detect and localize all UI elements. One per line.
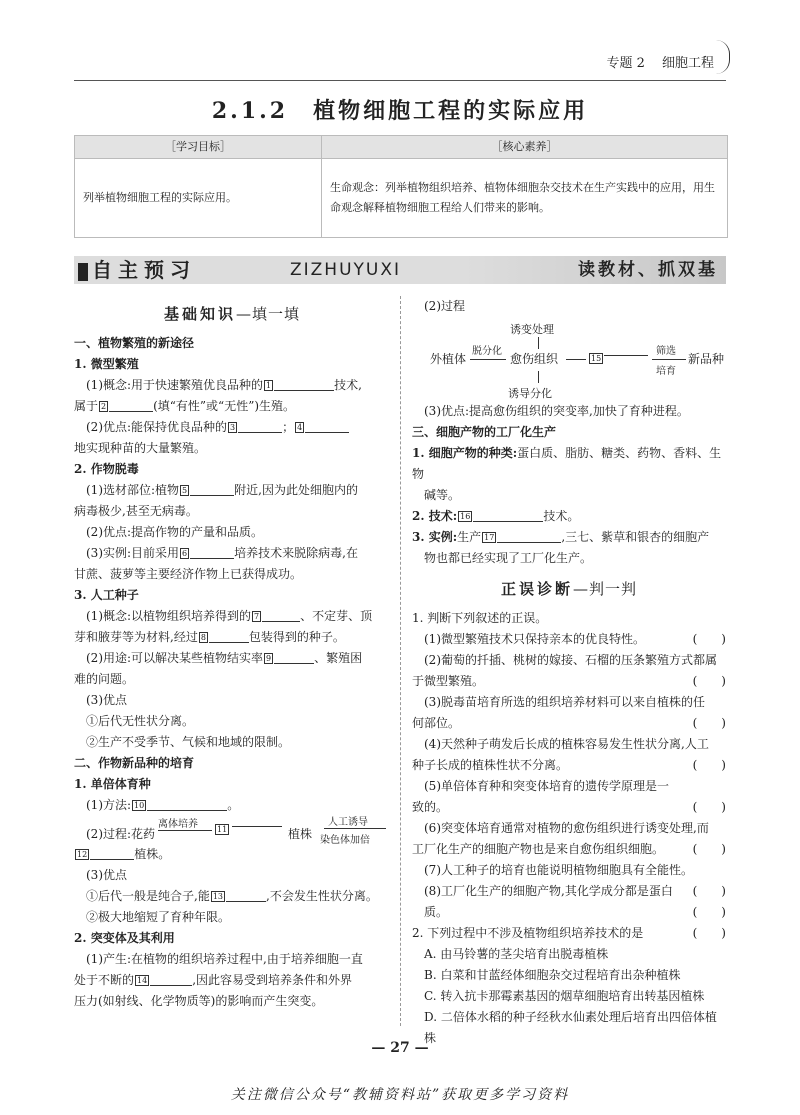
arrow-icon [566,359,586,360]
footer-note: 关注微信公众号“教辅资料站”获取更多学习资料 [230,1087,570,1103]
basic-knowledge-tail: —填一填 [236,305,301,323]
list-item: (1)概念:用于快速繁殖优良品种的 1 技术, [86,378,362,392]
answer-parens[interactable]: ( ) [692,905,726,919]
fill-blank[interactable] [147,810,227,811]
fill-blank[interactable] [274,390,334,391]
judgement-item: (5)单倍体育种和突变体培育的遗传学原理是一 [424,779,669,793]
judgement-item: 何部位。 ( ) [412,713,726,734]
list-item: 1. 细胞产物的种类:蛋白质、脂肪、糖类、药物、香料、生物 [412,446,722,481]
list-item: ②生产不受季节、气候和地域的限制。 [86,735,291,749]
list-item: (2)优点:提高作物的产量和品质。 [86,525,264,539]
judgement-item: (8)工厂化生产的细胞产物,其化学成分都是蛋白质。 ( ) [412,881,726,923]
objectives-literacy-text: 生命观念：列举植物组织培养、植物体细胞杂交技术在生产实践中的应用，用生命观念解释植物细胞工程给人们带来的影响。 [330,181,715,214]
basic-knowledge-title: 基础知识 [163,305,236,323]
judgement-heading [412,579,726,600]
list-item: (2)用途:可以解决某些植物结实率 9 、繁殖困 [86,651,363,665]
mutant-process-diagram [412,317,726,401]
list-item: 2. 技术: 16 技术。 [412,509,580,523]
list-item: 12 植株。 [77,847,171,861]
blank-number: 7 [254,612,260,621]
objectives-head-goals: ［学习目标］ [75,136,322,158]
blank-number: 17 [484,533,495,542]
subsection-heading: 2. 作物脱毒 [74,462,139,476]
list-item: 物也都已经实现了工厂化生产。 [424,551,593,565]
choice-option[interactable]: B. 白菜和甘蓝经体细胞杂交过程培育出杂种植株 [424,968,681,982]
fill-blank[interactable] [497,542,561,543]
blank-number: 15 [591,354,602,363]
subsection-heading: 1. 微型繁殖 [74,357,139,371]
fill-blank[interactable] [90,859,134,860]
fill-blank[interactable] [604,355,648,356]
choice-option[interactable]: D. 二倍体水稻的种子经秋水仙素处理后培育出四倍体植株 [424,1010,717,1045]
fill-blank[interactable] [190,558,234,559]
blank-number: 8 [200,633,206,642]
blank-number: 4 [297,423,303,432]
arrow-icon [158,830,212,831]
choice-option[interactable]: C. 转入抗卡那霉素基因的烟草细胞培育出转基因植株 [424,989,705,1003]
subsection-heading: 1. 单倍体育种 [74,777,151,791]
judgement-item: 工厂化生产的细胞产物也是来自愈伤组织细胞。 ( ) [412,839,726,860]
choice-option[interactable]: A. 由马铃薯的茎尖培育出脱毒植株 [424,947,609,961]
list-item: (1)概念:以植物组织培养得到的 7 、不定芽、顶 [86,609,373,623]
blank-number: 3 [230,423,236,432]
fill-blank[interactable] [262,621,300,622]
diagram-label: 诱导分化 [508,387,552,400]
diagram-node: 愈伤组织 [510,352,559,366]
fill-blank[interactable] [473,521,543,522]
column-divider [400,296,401,1026]
list-item: (3)优点 [86,693,127,707]
judgement-item: 于微型繁殖。 ( ) [412,671,726,692]
running-header [606,52,714,71]
blank-number: 11 [217,825,228,834]
diagram-label: 诱变处理 [510,323,554,336]
diagram-node: 外植体 [430,352,467,366]
banner-title-text: 自主预习 [92,258,196,282]
banner-slogan: 读教材、抓双基 [578,260,718,280]
judgement-item: (7)人工种子的培育也能说明植物细胞具有全能性。 ( ) [412,860,726,881]
judgement-item: (1)微型繁殖技术只保持亲本的优良特性。 ( ) [412,629,726,650]
basic-knowledge-heading [74,304,390,325]
fill-blank[interactable] [232,826,282,827]
page-number: — 27 — [371,1040,429,1056]
list-item: (3)实例:目前采用 6 培养技术来脱除病毒,在 [86,546,358,560]
arrow-down-icon [538,337,539,349]
diagram-label: 培育 [656,366,676,377]
list-item: 属于 2 (填“有性”或“无性”)生殖。 [74,399,296,413]
list-item: 地实现种苗的大量繁殖。 [74,441,207,455]
section-heading: 一、植物繁殖的新途径 [74,336,195,350]
answer-parens[interactable]: ( ) [692,632,726,646]
arrow-up-icon [538,371,539,383]
list-item: 病毒极少,甚至无病毒。 [74,504,198,518]
fill-blank[interactable] [226,901,266,902]
blank-number: 5 [182,486,188,495]
judgement-item: (4)天然种子萌发后长成的植株容易发生性状分离,人工 [424,737,709,751]
blank-number: 9 [266,654,272,663]
subsection-heading: 3. 人工种子 [74,588,139,602]
blank-number: 6 [182,549,188,558]
left-column [74,302,390,1012]
list-item: 难的问题。 [74,672,135,686]
question: 2. 下列过程中不涉及植物组织培养技术的是 ( ) [412,923,726,944]
fill-blank[interactable] [305,432,349,433]
header-chapter: 细胞工程 [661,56,714,71]
blank-number: 16 [460,512,471,521]
objectives-table [74,135,728,238]
arrow-icon [470,359,506,360]
page-title: 2.1.2 植物细胞工程的实际应用 [211,98,589,124]
section-heading: 二、作物新品种的培育 [74,756,195,770]
header-topic: 专题 2 [606,56,645,71]
judgement-item: (2)葡萄的扦插、桃树的嫁接、石榴的压条繁殖方式都属 [424,653,718,667]
haploid-process: (2)过程:花药 离体培养 11 植株 人工诱导 染色体加倍 [74,816,390,844]
list-item: 3. 实例:生产 17 ,三七、紫草和银杏的细胞产 [412,530,710,544]
banner-title [78,256,196,284]
objectives-head-literacy: ［核心素养］ [491,140,558,153]
right-column [412,296,726,1049]
answer-parens[interactable]: ( ) [692,716,726,730]
section-heading: 三、细胞产物的工厂化生产 [412,425,557,439]
list-item: 甘蔗、菠萝等主要经济作物上已获得成功。 [74,567,303,581]
list-item: (2)过程 [424,299,465,313]
diagram-label: 脱分化 [472,346,502,357]
judgement-tail: —判一判 [573,580,638,598]
fill-blank[interactable] [109,411,153,412]
list-item: ①后代一般是纯合子,能 13 ,不会发生性状分离。 [86,889,378,903]
list-item: (2)优点:能保持优良品种的 3 ； 4 [74,417,390,438]
blank-number: 12 [77,850,88,859]
judgement-item: (6)突变体培育通常对植物的愈伤组织进行诱变处理,而 [424,821,709,835]
judgement-item: (3)脱毒苗培育所选的组织培养材料可以来自植株的任 [424,695,706,709]
blank-number: 1 [266,381,272,390]
list-item: (1)产生:在植物的组织培养过程中,由于培养细胞一直 [86,952,363,966]
objectives-goals-text: 列举植物细胞工程的实际应用。 [75,159,322,237]
list-item: 处于不断的 14 ,因此容易受到培养条件和外界 [74,973,353,987]
list-item: 芽和腋芽等为材料,经过 8 包装得到的种子。 [74,630,345,644]
answer-parens[interactable]: ( ) [692,842,726,856]
list-item: (1)选材部位:植物 5 附近,因为此处细胞内的 [86,483,358,497]
fill-blank[interactable] [209,642,249,643]
header-curve-decoration [715,40,730,74]
fill-blank[interactable] [190,495,234,496]
arrow-icon [324,828,386,829]
list-item: (3)优点:提高愈伤组织的突变率,加快了育种进程。 [424,404,689,418]
judgement-item: 致的。 ( ) [412,797,726,818]
judgement-title: 正误诊断 [500,580,573,598]
list-item: (1)方法: 10 。 [86,798,240,812]
fill-blank[interactable] [238,432,282,433]
judgement-item: 种子长成的植株性状不分离。 ( ) [412,755,726,776]
banner-pinyin: ZIZHUYUXI [290,260,402,280]
list-item: 碱等。 [424,488,461,502]
blank-number: 2 [101,402,107,411]
list-item: ①后代无性状分离。 [86,714,195,728]
banner-square-icon [78,263,88,281]
list-item: 压力(如射线、化学物质等)的影响而产生突变。 [74,994,324,1008]
answer-parens[interactable]: ( ) [692,884,726,898]
header-rule [74,80,726,81]
blank-number: 14 [137,976,148,985]
blank-number: 10 [134,801,145,810]
question: 1. 判断下列叙述的正误。 [412,611,548,625]
subsection-heading: 2. 突变体及其利用 [74,931,175,945]
fill-blank[interactable] [274,663,314,664]
answer-parens[interactable]: ( ) [692,674,726,688]
fill-blank[interactable] [150,985,192,986]
answer-parens[interactable]: ( ) [692,758,726,772]
blank-number: 13 [212,892,224,901]
diagram-node: 新品种 [688,352,725,366]
answer-parens[interactable]: ( ) [692,926,726,940]
answer-parens[interactable]: ( ) [692,800,726,814]
list-item: ②极大地缩短了育种年限。 [86,910,231,924]
arrow-icon [652,359,686,360]
list-item: (3)优点 [86,868,127,882]
diagram-label: 筛选 [656,346,676,357]
